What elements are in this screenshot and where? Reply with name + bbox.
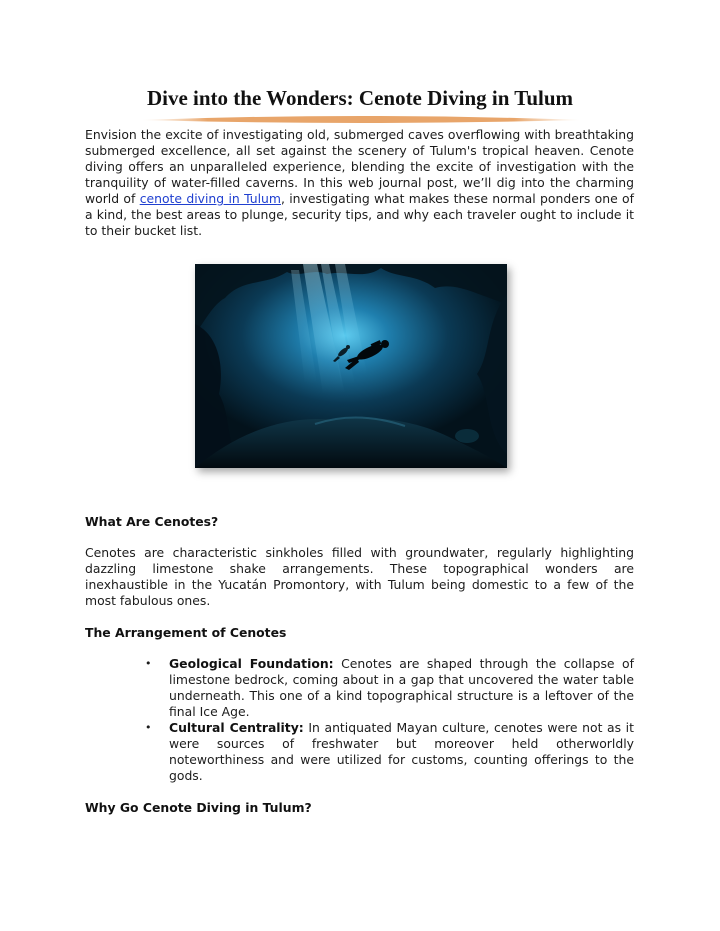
arrangement-bullet-list — [145, 656, 634, 784]
intro-paragraph — [85, 127, 634, 239]
bullet-text: In antiquated Mayan culture, cenotes were not as it were sources of freshwater but moreover held otherworldly noteworthiness and were utilized for customs, counting offerings to the gods. — [169, 720, 634, 783]
title-underline-decoration — [140, 114, 582, 126]
intro-text-after: , investigating what makes these normal ponders one of a kind, the best areas to plunge, security tips, and why each traveler ought to include it to their bucket list. — [85, 191, 634, 238]
intro-text-before: Envision the excite of investigating old, submerged caves overflowing with breathtaking submerged excellence, all set against the scenery of Tulum's tropical heaven. Cenote diving offers an unparalleled experience, blending the excite of investigation with the tranquility of water-filled caverns. In this web journal post, we’ll dig into the charming world of — [85, 127, 634, 206]
section-heading-why-go: Why Go Cenote Diving in Tulum? — [85, 800, 312, 815]
bullet-label: Geological Foundation: — [169, 656, 334, 671]
bullet-dot: • — [145, 721, 152, 734]
cenote-diver-photo — [195, 264, 507, 468]
list-item — [145, 720, 634, 784]
page-title: Dive into the Wonders: Cenote Diving in Tulum — [146, 86, 574, 110]
section1-paragraph: Cenotes are characteristic sinkholes filled with groundwater, regularly highlighting dazzling limestone shake arrangements. These topographical wonders are inexhaustible in the Yucatán Promontory, with Tulum being domestic to a few of the most fabulous ones. — [85, 545, 634, 608]
section-heading-what-are-cenotes: What Are Cenotes? — [85, 514, 219, 529]
bullet-label: Cultural Centrality: — [169, 720, 304, 735]
cenote-diving-link[interactable]: cenote diving in Tulum — [139, 191, 281, 206]
list-item — [145, 656, 634, 720]
bullet-dot: • — [145, 657, 152, 670]
bullet-text: Cenotes are shaped through the collapse of limestone bedrock, coming about in a gap that uncovered the water table underneath. This one of a kind topographical structure is a leftover of the final Ice Age. — [169, 656, 634, 719]
section-heading-arrangement: The Arrangement of Cenotes — [85, 625, 287, 640]
